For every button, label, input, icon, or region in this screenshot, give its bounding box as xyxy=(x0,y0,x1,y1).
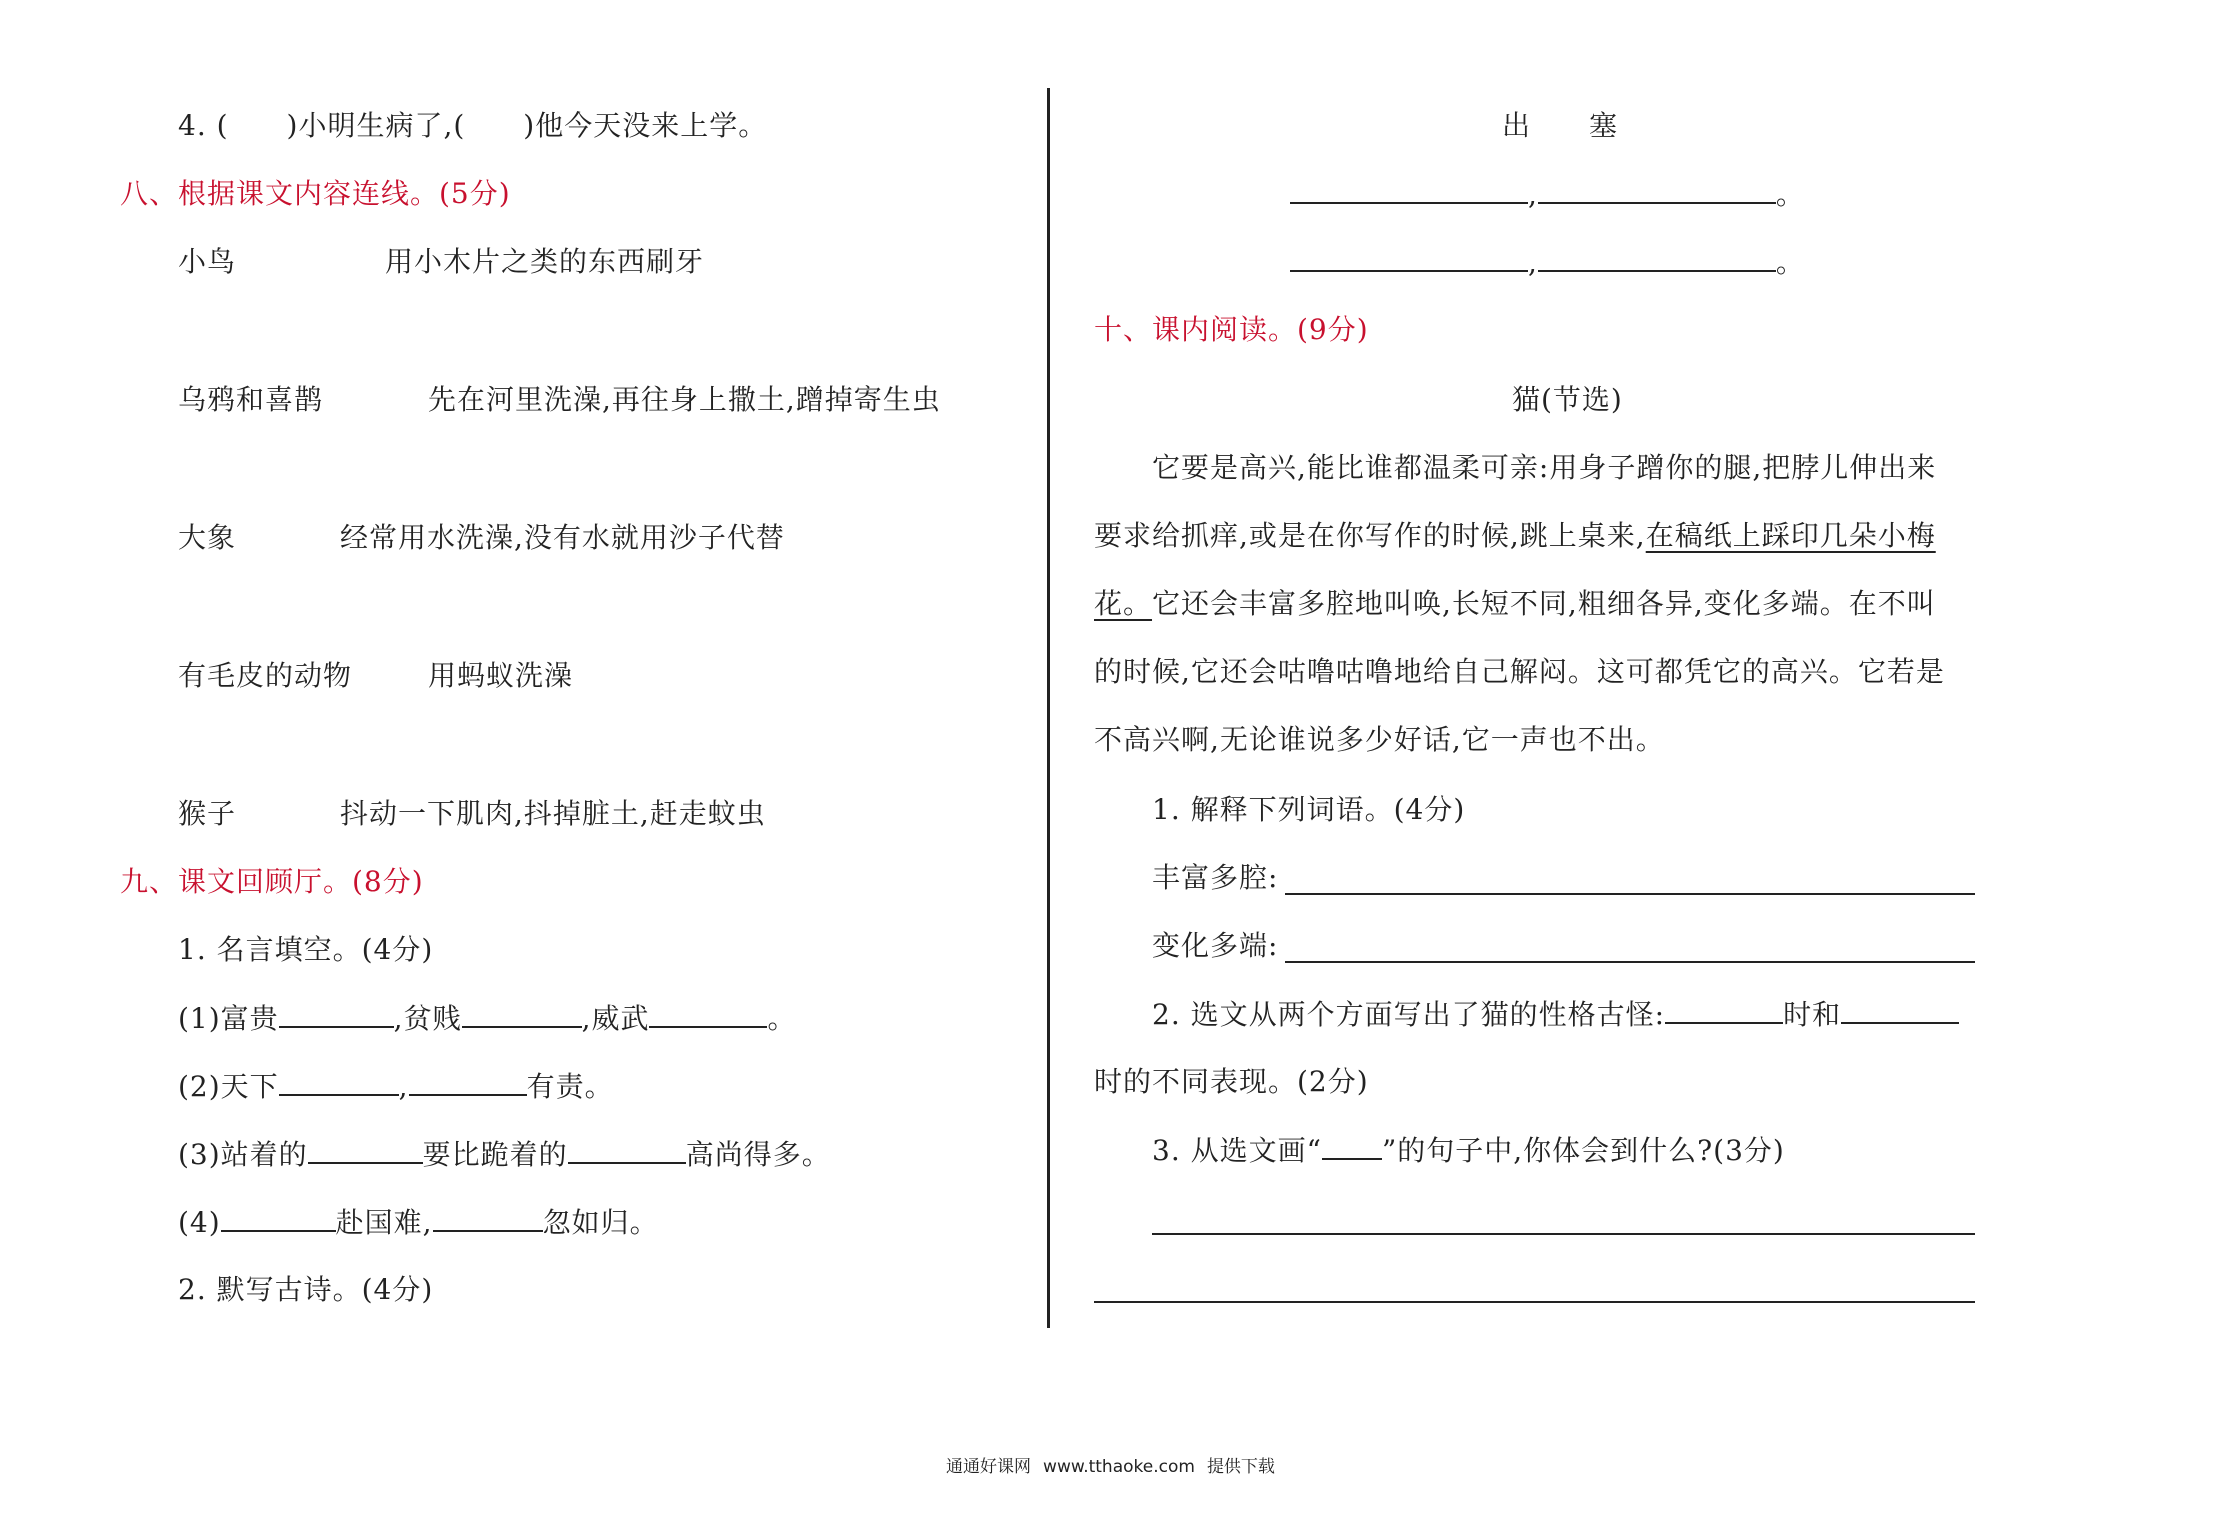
section-10-title: 十、课内阅读。(9分) xyxy=(1094,313,1369,346)
q10-3-text-a: 3. 从选文画“ xyxy=(1152,1134,1322,1167)
fill-line-2 xyxy=(178,1066,614,1107)
passage-line-3 xyxy=(1094,584,1936,624)
word-1-answer-line[interactable] xyxy=(1285,893,1975,895)
fill-4-mid: 赴国难, xyxy=(335,1206,433,1239)
poem-2-sep: , xyxy=(1528,246,1538,279)
underlined-sentence-part-1: 在稿纸上踩印几朵小梅 xyxy=(1645,519,1936,552)
footer-site: 通通好课网 xyxy=(946,1457,1032,1477)
fill-2-blank-a[interactable] xyxy=(279,1066,399,1096)
fill-2-mid: , xyxy=(398,1070,409,1103)
match-animal-3: 大象 xyxy=(178,521,237,554)
q10-2-text-b: 时和 xyxy=(1783,998,1842,1031)
poem-2-end: 。 xyxy=(1775,246,1805,279)
page-footer xyxy=(0,1455,2221,1479)
footer-url[interactable]: www.tthaoke.com xyxy=(1043,1457,1195,1477)
fill-4-blank-a[interactable] xyxy=(221,1202,336,1232)
fill-4-blank-b[interactable] xyxy=(433,1202,543,1232)
passage-title: 猫(节选) xyxy=(1512,383,1623,416)
fill-1-mid2: ,威武 xyxy=(581,1002,650,1035)
fill-3-mid: 要比跪着的 xyxy=(422,1138,568,1171)
poem-1-blank-a[interactable] xyxy=(1290,174,1528,204)
match-animal-2: 乌鸦和喜鹊 xyxy=(178,383,324,416)
poem-2-blank-a[interactable] xyxy=(1290,242,1528,272)
word-1-label: 丰富多腔: xyxy=(1152,861,1279,894)
fill-1-mid: ,贫贱 xyxy=(393,1002,462,1035)
passage-2-text: 要求给抓痒,或是在你写作的时候,跳上桌来, xyxy=(1094,519,1646,552)
section-9-title: 九、课文回顾厅。(8分) xyxy=(120,865,424,898)
poem-2-blank-b[interactable] xyxy=(1538,242,1776,272)
passage-3-text: 它还会丰富多腔地叫唤,长短不同,粗细各异,变化多端。在不叫 xyxy=(1152,587,1936,620)
fill-1-blank-c[interactable] xyxy=(649,998,767,1028)
column-divider xyxy=(1047,88,1050,1328)
q10-2-text-a: 2. 选文从两个方面写出了猫的性格古怪: xyxy=(1152,998,1666,1031)
passage-line-1: 它要是高兴,能比谁都温柔可亲:用身子蹭你的腿,把脖儿伸出来 xyxy=(1152,451,1937,484)
q10-3-text-b: ”的句子中,你体会到什么?(3分) xyxy=(1381,1134,1785,1167)
word-2-row xyxy=(1152,926,1278,966)
fill-1-blank-a[interactable] xyxy=(279,998,394,1028)
fill-line-3 xyxy=(178,1134,831,1175)
fill-2-end: 有责。 xyxy=(526,1070,614,1103)
word-2-label: 变化多端: xyxy=(1152,929,1279,962)
q10-3-underline-mark xyxy=(1322,1130,1382,1160)
poem-line-2 xyxy=(1290,242,1805,283)
footer-note: 提供下载 xyxy=(1206,1457,1275,1477)
fill-4-prefix: (4) xyxy=(178,1206,221,1239)
match-animal-1: 小鸟 xyxy=(178,245,237,278)
fill-1-end: 。 xyxy=(767,1002,797,1035)
fill-3-blank-b[interactable] xyxy=(568,1134,686,1164)
fill-3-end: 高尚得多。 xyxy=(685,1138,831,1171)
question-9-1: 1. 名言填空。(4分) xyxy=(178,933,434,966)
fill-1-prefix: (1)富贵 xyxy=(178,1002,279,1035)
answer-line-2[interactable] xyxy=(1094,1301,1975,1303)
fill-4-end: 忽如归。 xyxy=(542,1206,659,1239)
fill-line-4 xyxy=(178,1202,659,1243)
passage-line-2 xyxy=(1094,516,1936,556)
fill-2-blank-b[interactable] xyxy=(409,1066,527,1096)
question-9-2: 2. 默写古诗。(4分) xyxy=(178,1273,434,1306)
question-10-3 xyxy=(1152,1130,1785,1171)
fill-3-blank-a[interactable] xyxy=(308,1134,423,1164)
passage-line-4: 的时候,它还会咕噜咕噜地给自己解闷。这可都凭它的高兴。它若是 xyxy=(1094,655,1945,688)
word-2-answer-line[interactable] xyxy=(1285,961,1975,963)
fill-line-1 xyxy=(178,998,797,1039)
fill-1-blank-b[interactable] xyxy=(462,998,582,1028)
question-10-2-cont: 时的不同表现。(2分) xyxy=(1094,1065,1369,1098)
match-habit-1: 用小木片之类的东西刷牙 xyxy=(385,245,705,278)
word-1-row xyxy=(1152,858,1278,898)
poem-1-end: 。 xyxy=(1775,178,1805,211)
q10-2-blank-b[interactable] xyxy=(1841,994,1959,1024)
match-animal-4: 有毛皮的动物 xyxy=(178,659,353,692)
fill-3-prefix: (3)站着的 xyxy=(178,1138,308,1171)
question-10-2 xyxy=(1152,994,1959,1035)
match-habit-4: 用蚂蚁洗澡 xyxy=(428,659,574,692)
question-10-1: 1. 解释下列词语。(4分) xyxy=(1152,793,1466,826)
poem-1-blank-b[interactable] xyxy=(1538,174,1776,204)
section-8-title: 八、根据课文内容连线。(5分) xyxy=(120,177,511,210)
poem-line-1 xyxy=(1290,174,1805,215)
poem-title: 出 塞 xyxy=(1502,109,1619,142)
fill-2-prefix: (2)天下 xyxy=(178,1070,279,1103)
match-habit-2: 先在河里洗澡,再往身上撒土,蹭掉寄生虫 xyxy=(428,383,941,416)
q10-2-blank-a[interactable] xyxy=(1665,994,1783,1024)
passage-line-5: 不高兴啊,无论谁说多少好话,它一声也不出。 xyxy=(1094,723,1665,756)
answer-line-1[interactable] xyxy=(1152,1233,1975,1235)
question-4: 4. ( )小明生病了,( )他今天没来上学。 xyxy=(178,109,768,142)
match-animal-5: 猴子 xyxy=(178,797,237,830)
poem-1-sep: , xyxy=(1528,178,1538,211)
match-habit-3: 经常用水洗澡,没有水就用沙子代替 xyxy=(340,521,785,554)
match-habit-5: 抖动一下肌肉,抖掉脏土,赶走蚊虫 xyxy=(340,797,766,830)
underlined-sentence-part-2: 花。 xyxy=(1094,587,1153,620)
